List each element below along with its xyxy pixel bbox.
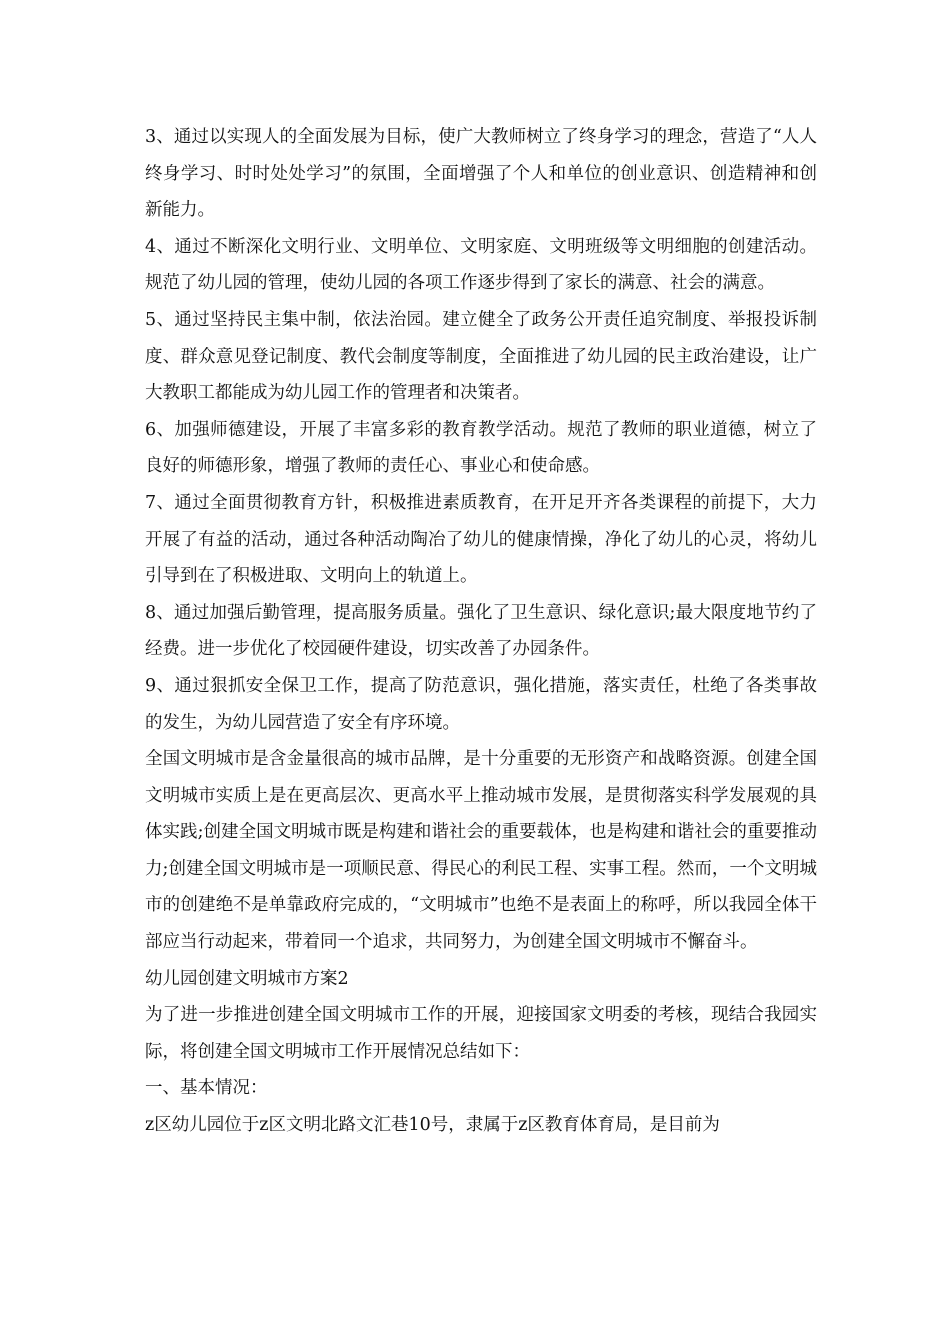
paragraph-item-3: 3、通过以实现人的全面发展为目标，使广大教师树立了终身学习的理念，营造了“人人终身学习、时时处处学习”的氛围，全面增强了个人和单位的创业意识、创造精神和创新能力。 bbox=[145, 127, 817, 221]
subsection-heading: 一、基本情况： bbox=[145, 1078, 268, 1099]
paragraph-item-6: 6、加强师德建设，开展了丰富多彩的教育教学活动。规范了教师的职业道德，树立了良好的师德形象，增强了教师的责任心、事业心和使命感。 bbox=[145, 419, 817, 477]
paragraph-item-5: 5、通过坚持民主集中制，依法治园。建立健全了政务公开责任追究制度、举报投诉制度、群众意见登记制度、教代会制度等制度，全面推进了幼儿园的民主政治建设，让广大教职工都能成为幼儿园工作的管理者和决策者。 bbox=[145, 309, 817, 404]
paragraph-civilized-city: 全国文明城市是含金量很高的城市品牌，是十分重要的无形资产和战略资源。创建全国文明城市实质上是在更高层次、更高水平上推动城市发展，是贯彻落实科学发展观的具体实践;创建全国文明城市既是构建和谐社会的重要载体，也是构建和谐社会的重要推动力;创建全国文明城市是一项顺民意、得民心的利民工程、实事工程。然而，一个文明城市的创建绝不是单靠政府完成的，“文明城市”也绝不是表面上的称呼，所以我园全体干部应当行动起来，带着同一个追求，共同努力，为创建全国文明城市不懈奋斗。 bbox=[145, 749, 817, 953]
paragraph-item-7: 7、通过全面贯彻教育方针，积极推进素质教育，在开足开齐各类课程的前提下，大力开展了有益的活动，通过各种活动陶冶了幼儿的健康情操，净化了幼儿的心灵，将幼儿引导到在了积极进取、文明向上的轨道上。 bbox=[145, 492, 817, 587]
paragraph-intro: 为了进一步推进创建全国文明城市工作的开展，迎接国家文明委的考核，现结合我园实际，将创建全国文明城市工作开展情况总结如下： bbox=[145, 1005, 817, 1062]
paragraph-item-8: 8、通过加强后勤管理，提高服务质量。强化了卫生意识、绿化意识;最大限度地节约了经费。进一步优化了校园硬件建设，切实改善了办园条件。 bbox=[145, 602, 817, 660]
paragraph-basic-info: z区幼儿园位于z区文明北路文汇巷10号，隶属于z区教育体育局，是目前为 bbox=[145, 1115, 720, 1136]
paragraph-item-4: 4、通过不断深化文明行业、文明单位、文明家庭、文明班级等文明细胞的创建活动。规范了幼儿园的管理，使幼儿园的各项工作逐步得到了家长的满意、社会的满意。 bbox=[145, 236, 817, 294]
section-heading: 幼儿园创建文明城市方案2 bbox=[145, 968, 349, 989]
paragraph-item-9: 9、通过狠抓安全保卫工作，提高了防范意识，强化措施，落实责任，杜绝了各类事故的发生，为幼儿园营造了安全有序环境。 bbox=[145, 675, 817, 733]
document-body bbox=[145, 119, 817, 1144]
